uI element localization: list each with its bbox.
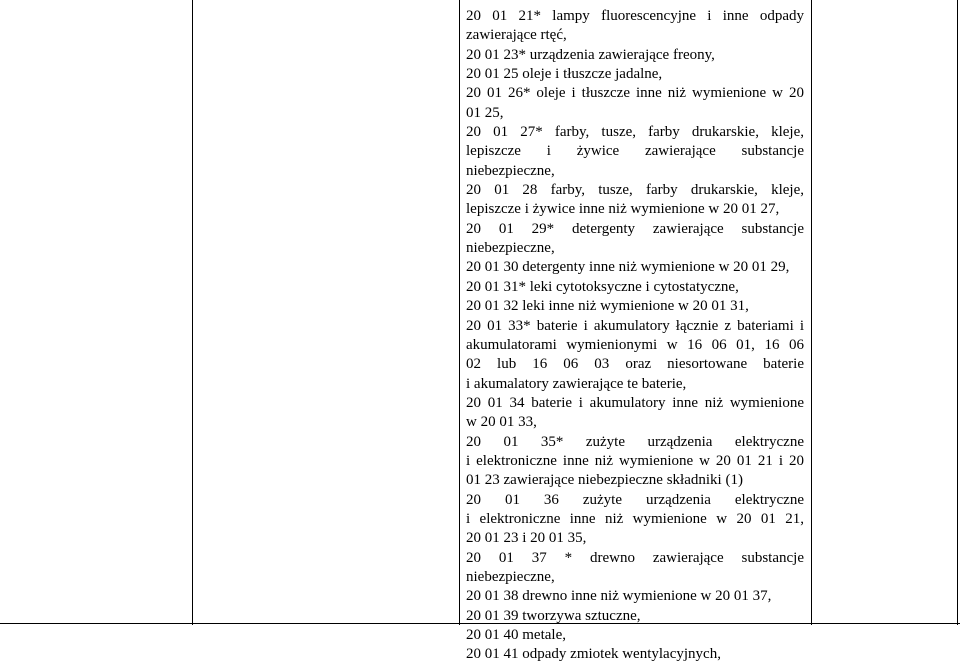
waste-code-line: 20 01 39 tworzywa sztuczne, [466,607,641,624]
waste-code-line: niebezpieczne, [466,240,555,257]
waste-code-line: w 20 01 33, [466,414,537,431]
waste-code-line: 20 01 30 detergenty inne niż wymienione w 20 01 29, [466,259,790,276]
waste-code-line: 20 01 41 odpady zmiotek wentylacyjnych, [466,646,721,663]
waste-code-line: 20 01 33* baterie i akumulatory łącznie z bateriami i [466,317,804,334]
waste-code-line: 20 01 23 i 20 01 35, [466,530,587,547]
waste-code-line: 20 01 35* zużyte urządzenia elektryczne [466,433,804,450]
column-divider-3 [811,0,812,625]
waste-code-line: 20 01 31* leki cytotoksyczne i cytostatyczne, [466,278,739,295]
waste-code-line: 20 01 26* oleje i tłuszcze inne niż wymienione w 20 [466,85,804,102]
table-right-border [957,0,958,625]
waste-code-line: niebezpieczne, [466,162,555,179]
waste-code-line: niebezpieczne, [466,568,555,585]
waste-code-line: 20 01 28 farby, tusze, farby drukarskie, kleje, [466,182,804,199]
waste-code-line: 20 01 37 * drewno zawierające substancje [466,549,804,566]
waste-code-line: akumulatorami wymienionymi w 16 06 01, 16 06 [466,336,804,353]
waste-code-line: lepiszcze i żywice inne niż wymienione w 20 01 27, [466,201,780,218]
column-divider-2 [459,0,460,625]
waste-code-line: zawierające rtęć, [466,27,567,44]
waste-code-line: 20 01 27* farby, tusze, farby drukarskie, kleje, [466,124,804,141]
column-divider-1 [192,0,193,625]
waste-code-line: 01 25, [466,104,504,121]
waste-code-line: 20 01 23* urządzenia zawierające freony, [466,46,715,63]
waste-code-line: 02 lub 16 06 03 oraz niesortowane baterie [466,356,804,373]
waste-code-line: 20 01 25 oleje i tłuszcze jadalne, [466,66,663,83]
waste-code-line: i elektroniczne inne niż wymienione w 20 01 21 i 20 [466,452,804,469]
waste-code-line: 20 01 40 metale, [466,627,566,643]
waste-code-line: 20 01 38 drewno inne niż wymienione w 20 01 37, [466,588,772,605]
waste-code-line: lepiszcze i żywice zawierające substancje [466,143,804,160]
waste-code-line: 20 01 21* lampy fluorescencyjne i inne odpady [466,8,804,24]
waste-code-line: 20 01 29* detergenty zawierające substancje [466,220,804,237]
waste-codes-cell [466,7,804,665]
waste-code-line: 20 01 34 baterie i akumulatory inne niż wymienione [466,394,804,411]
waste-code-line: 20 01 36 zużyte urządzenia elektryczne [466,491,804,508]
waste-code-line: i akumalatory zawierające te baterie, [466,375,687,392]
waste-code-line: 20 01 32 leki inne niż wymienione w 20 01 31, [466,298,749,315]
waste-code-line: i elektroniczne inne niż wymienione w 20 01 21, [466,510,804,527]
waste-code-line: 01 23 zawierające niebezpieczne składniki (1) [466,472,743,489]
